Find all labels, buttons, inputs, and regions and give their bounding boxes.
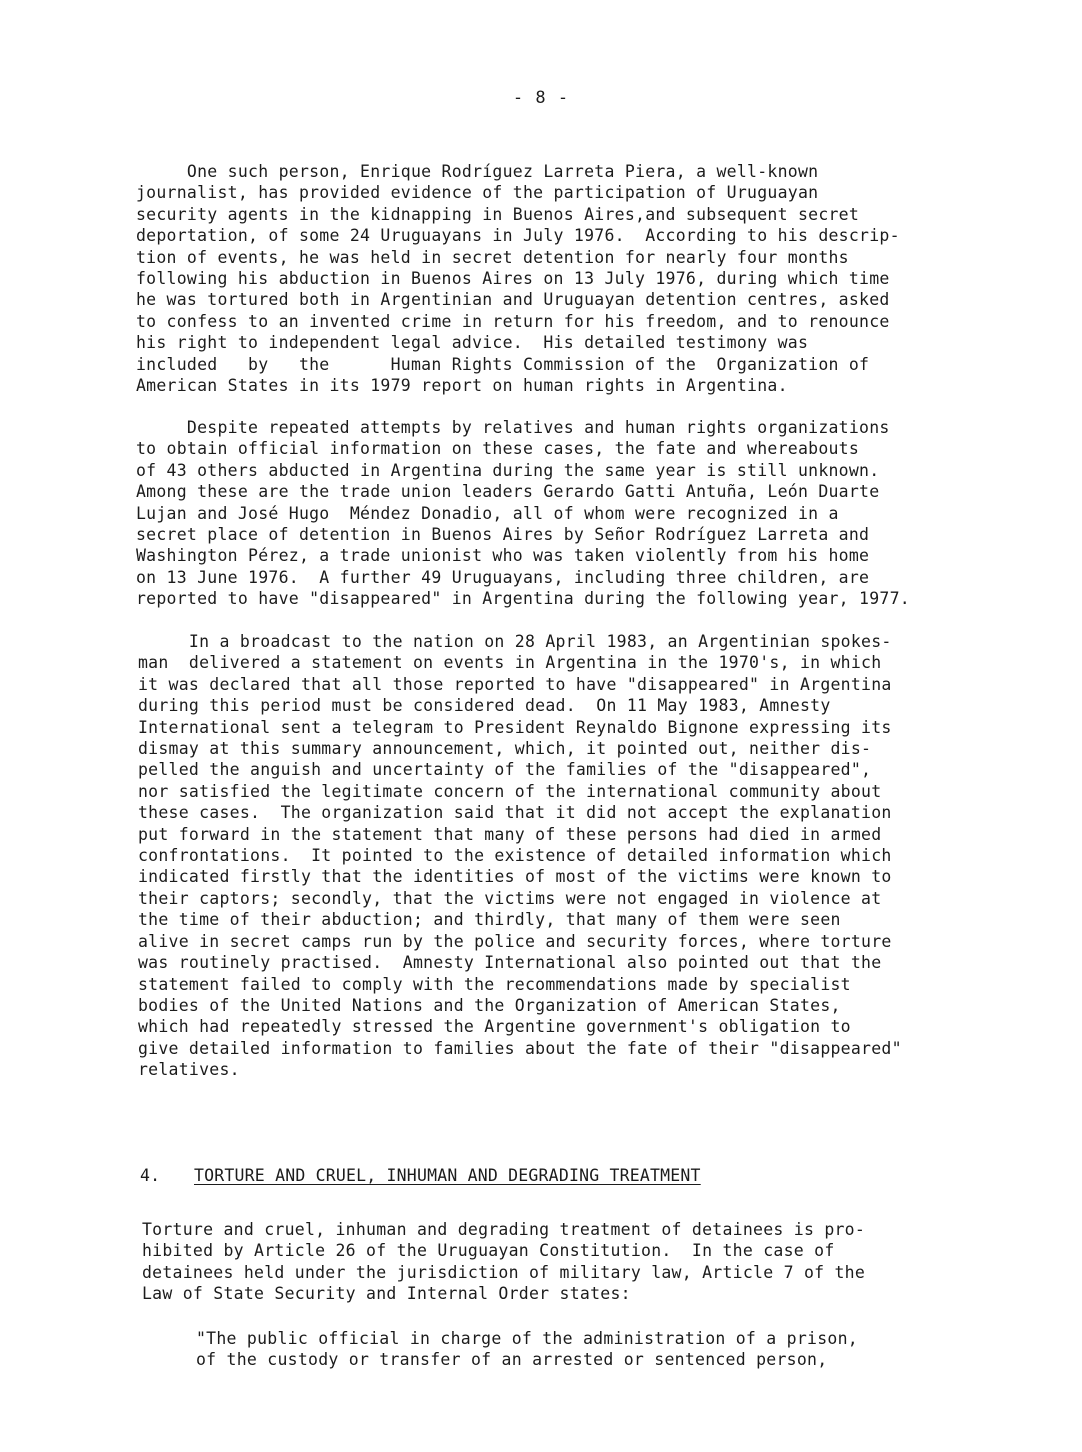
section-number: 4.	[140, 1166, 161, 1185]
paragraph-larreta-testimony: One such person, Enrique Rodríguez Larreta Piera, a well-known journalist, has provided evidence of the participation of Uruguayan security agents in the kidnapping in Buenos Aires,and subsequent secret deportation, of some 24 Uruguayans in July 1976. According to his descrip- tion of events, he was held in secret detention for nearly four months following his abduction in Buenos Aires on 13 July 1976, during which time he was tortured both in Argentinian and Uruguayan detention centres, asked to confess to an invented crime in return for his freedom, and to renounce his right to independent legal advice. His detailed testimony was included by the Human Rights Commission of the Organization of American States in its 1979 report on human rights in Argentina.	[136, 162, 900, 396]
paragraph-torture-prohibition: Torture and cruel, inhuman and degrading treatment of detainees is pro- hibited by Article 26 of the Uruguayan Constitution. In the case of detainees held under the jurisdiction of military law, Article 7 of the Law of State Security and Internal Order states:	[142, 1220, 866, 1304]
paragraph-broadcast-statement: In a broadcast to the nation on 28 April 1983, an Argentinian spokes- man delivered a statement on events in Argentina in the 1970's, in which it was declared that all those reported to have "disappeared" in Argentina during this period must be considered dead. On 11 May 1983, Amnesty International sent a telegram to President Reynaldo Bignone expressing its dismay at this summary announcement, which, it pointed out, neither dis- pelled the anguish and uncertainty of the families of the "disappeared", nor satisfied the legitimate concern of the international community about these cases. The organization said that it did not accept the explanation put forward in the statement that many of these persons had died in armed confrontations. It pointed to the existence of detailed information which indicated firstly that the identities of most of the victims were known to their captors; secondly, that the victims were not engaged in violence at the time of their abduction; and thirdly, that many of them were seen alive in secret camps run by the police and security forces, where torture was routinely practised. Amnesty International also pointed out that the statement failed to comply with the recommendations made by specialist bodies of the United Nations and the Organization of American States, which had repeatedly stressed the Argentine government's obligation to give detailed information to families about the fate of their "disappeared" relatives.	[138, 632, 902, 1080]
quoted-article-text: "The public official in charge of the administration of a prison, of the custody or transfer of an arrested or sentenced person,	[196, 1329, 858, 1370]
section-title: TORTURE AND CRUEL, INHUMAN AND DEGRADING TREATMENT	[194, 1166, 701, 1185]
page-number: - 8 -	[512, 88, 570, 108]
paragraph-abducted-argentina: Despite repeated attempts by relatives and human rights organizations to obtain official information on these cases, the fate and whereabouts of 43 others abducted in Argentina during the same year is still unknown. Among these are the trade union leaders Gerardo Gatti Antuña, León Duarte Lujan and José Hugo Méndez Donadio, all of whom were recognized in a secret place of detention in Buenos Aires by Señor Rodríguez Larreta and Washington Pérez, a trade unionist who was taken violently from his home on 13 June 1976. A further 49 Uruguayans, including three children, are reported to have "disappeared" in Argentina during the following year, 1977.	[136, 418, 910, 609]
section-heading	[140, 1166, 701, 1185]
